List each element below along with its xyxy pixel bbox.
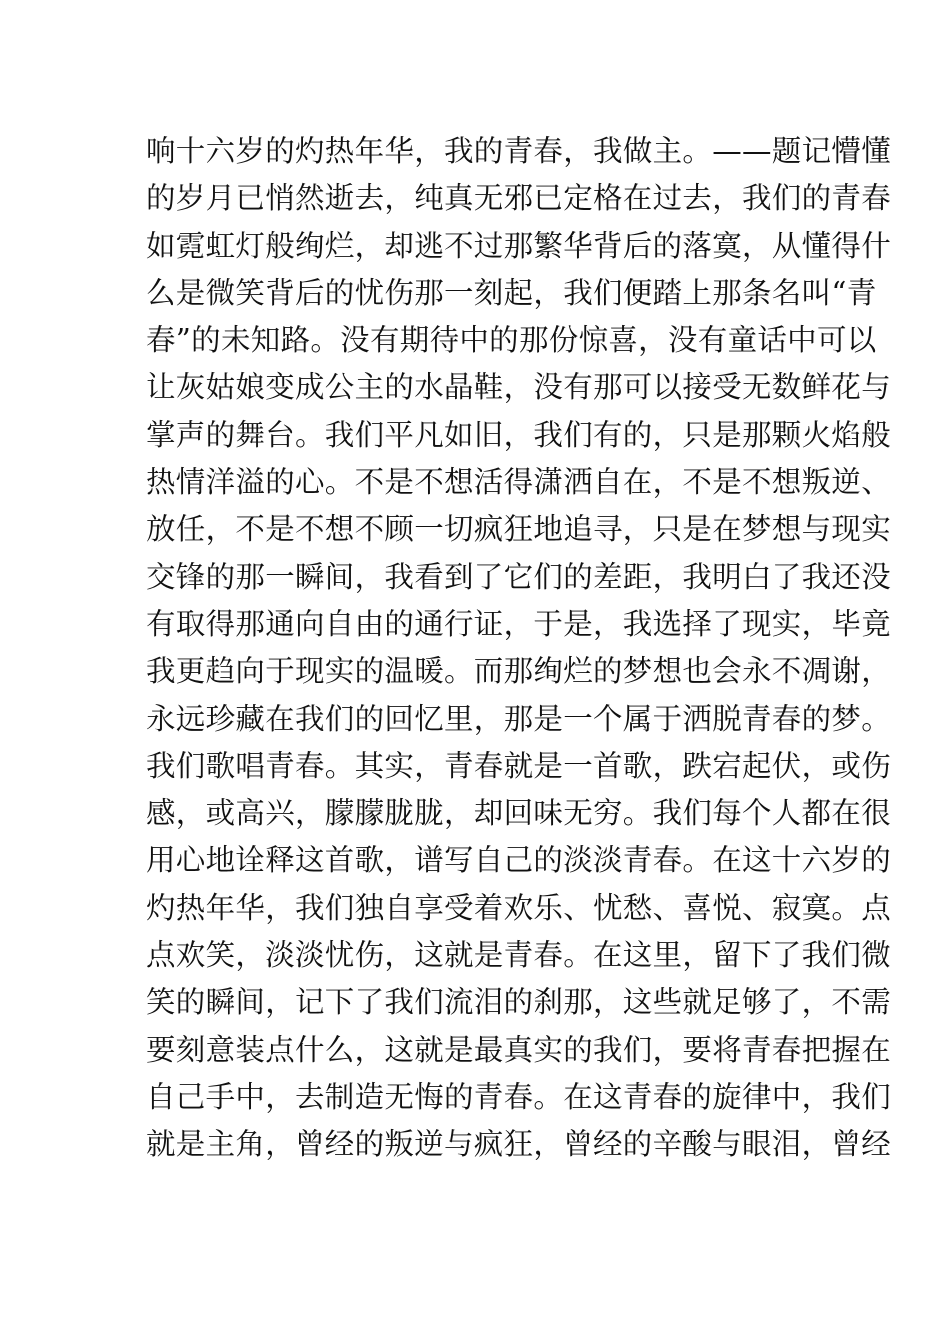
- text-line: 的岁月已悄然逝去，纯真无邪已定格在过去，我们的青春: [146, 181, 892, 216]
- text-line: 点欢笑，淡淡忧伤，这就是青春。在这里，留下了我们微: [146, 938, 892, 973]
- text-line: 交锋的那一瞬间，我看到了它们的差距，我明白了我还没: [146, 559, 892, 594]
- text-line: 我们歌唱青春。其实，青春就是一首歌，跌宕起伏，或伤: [146, 748, 892, 783]
- text-line: 有取得那通向自由的通行证，于是，我选择了现实，毕竟: [146, 606, 892, 641]
- text-line: 灼热年华，我们独自享受着欢乐、忧愁、喜悦、寂寞。点: [146, 890, 892, 925]
- body-text: [146, 128, 892, 1169]
- text-line: 用心地诠释这首歌，谱写自己的淡淡青春。在这十六岁的: [146, 843, 892, 878]
- text-line: 永远珍藏在我们的回忆里，那是一个属于洒脱青春的梦。: [146, 701, 892, 736]
- text-line: 感，或高兴，朦朦胧胧，却回味无穷。我们每个人都在很: [146, 796, 892, 831]
- text-line: 么是微笑背后的忧伤那一刻起，我们便踏上那条名叫“青: [146, 275, 877, 310]
- text-line: 掌声的舞台。我们平凡如旧，我们有的，只是那颗火焰般: [146, 417, 892, 452]
- text-line: 自己手中，去制造无悔的青春。在这青春的旋律中，我们: [146, 1079, 892, 1114]
- text-line: 放任，不是不想不顾一切疯狂地追寻，只是在梦想与现实: [146, 512, 892, 547]
- text-line: 春”的未知路。没有期待中的那份惊喜，没有童话中可以: [146, 323, 877, 358]
- text-line: 让灰姑娘变成公主的水晶鞋，没有那可以接受无数鲜花与: [146, 370, 892, 405]
- text-line: 响十六岁的灼热年华，我的青春，我做主。——题记懵懂: [146, 134, 892, 168]
- text-line: 热情洋溢的心。不是不想活得潇洒自在，不是不想叛逆、: [146, 465, 892, 500]
- text-line: 我更趋向于现实的温暖。而那绚烂的梦想也会永不凋谢，: [146, 654, 892, 689]
- text-line: 就是主角，曾经的叛逆与疯狂，曾经的辛酸与眼泪，曾经: [146, 1127, 892, 1162]
- text-line: 如霓虹灯般绚烂，却逃不过那繁华背后的落寞，从懂得什: [146, 228, 892, 263]
- text-line: 笑的瞬间，记下了我们流泪的刹那，这些就足够了，不需: [146, 985, 892, 1020]
- text-line: 要刻意装点什么，这就是最真实的我们，要将青春把握在: [146, 1032, 892, 1067]
